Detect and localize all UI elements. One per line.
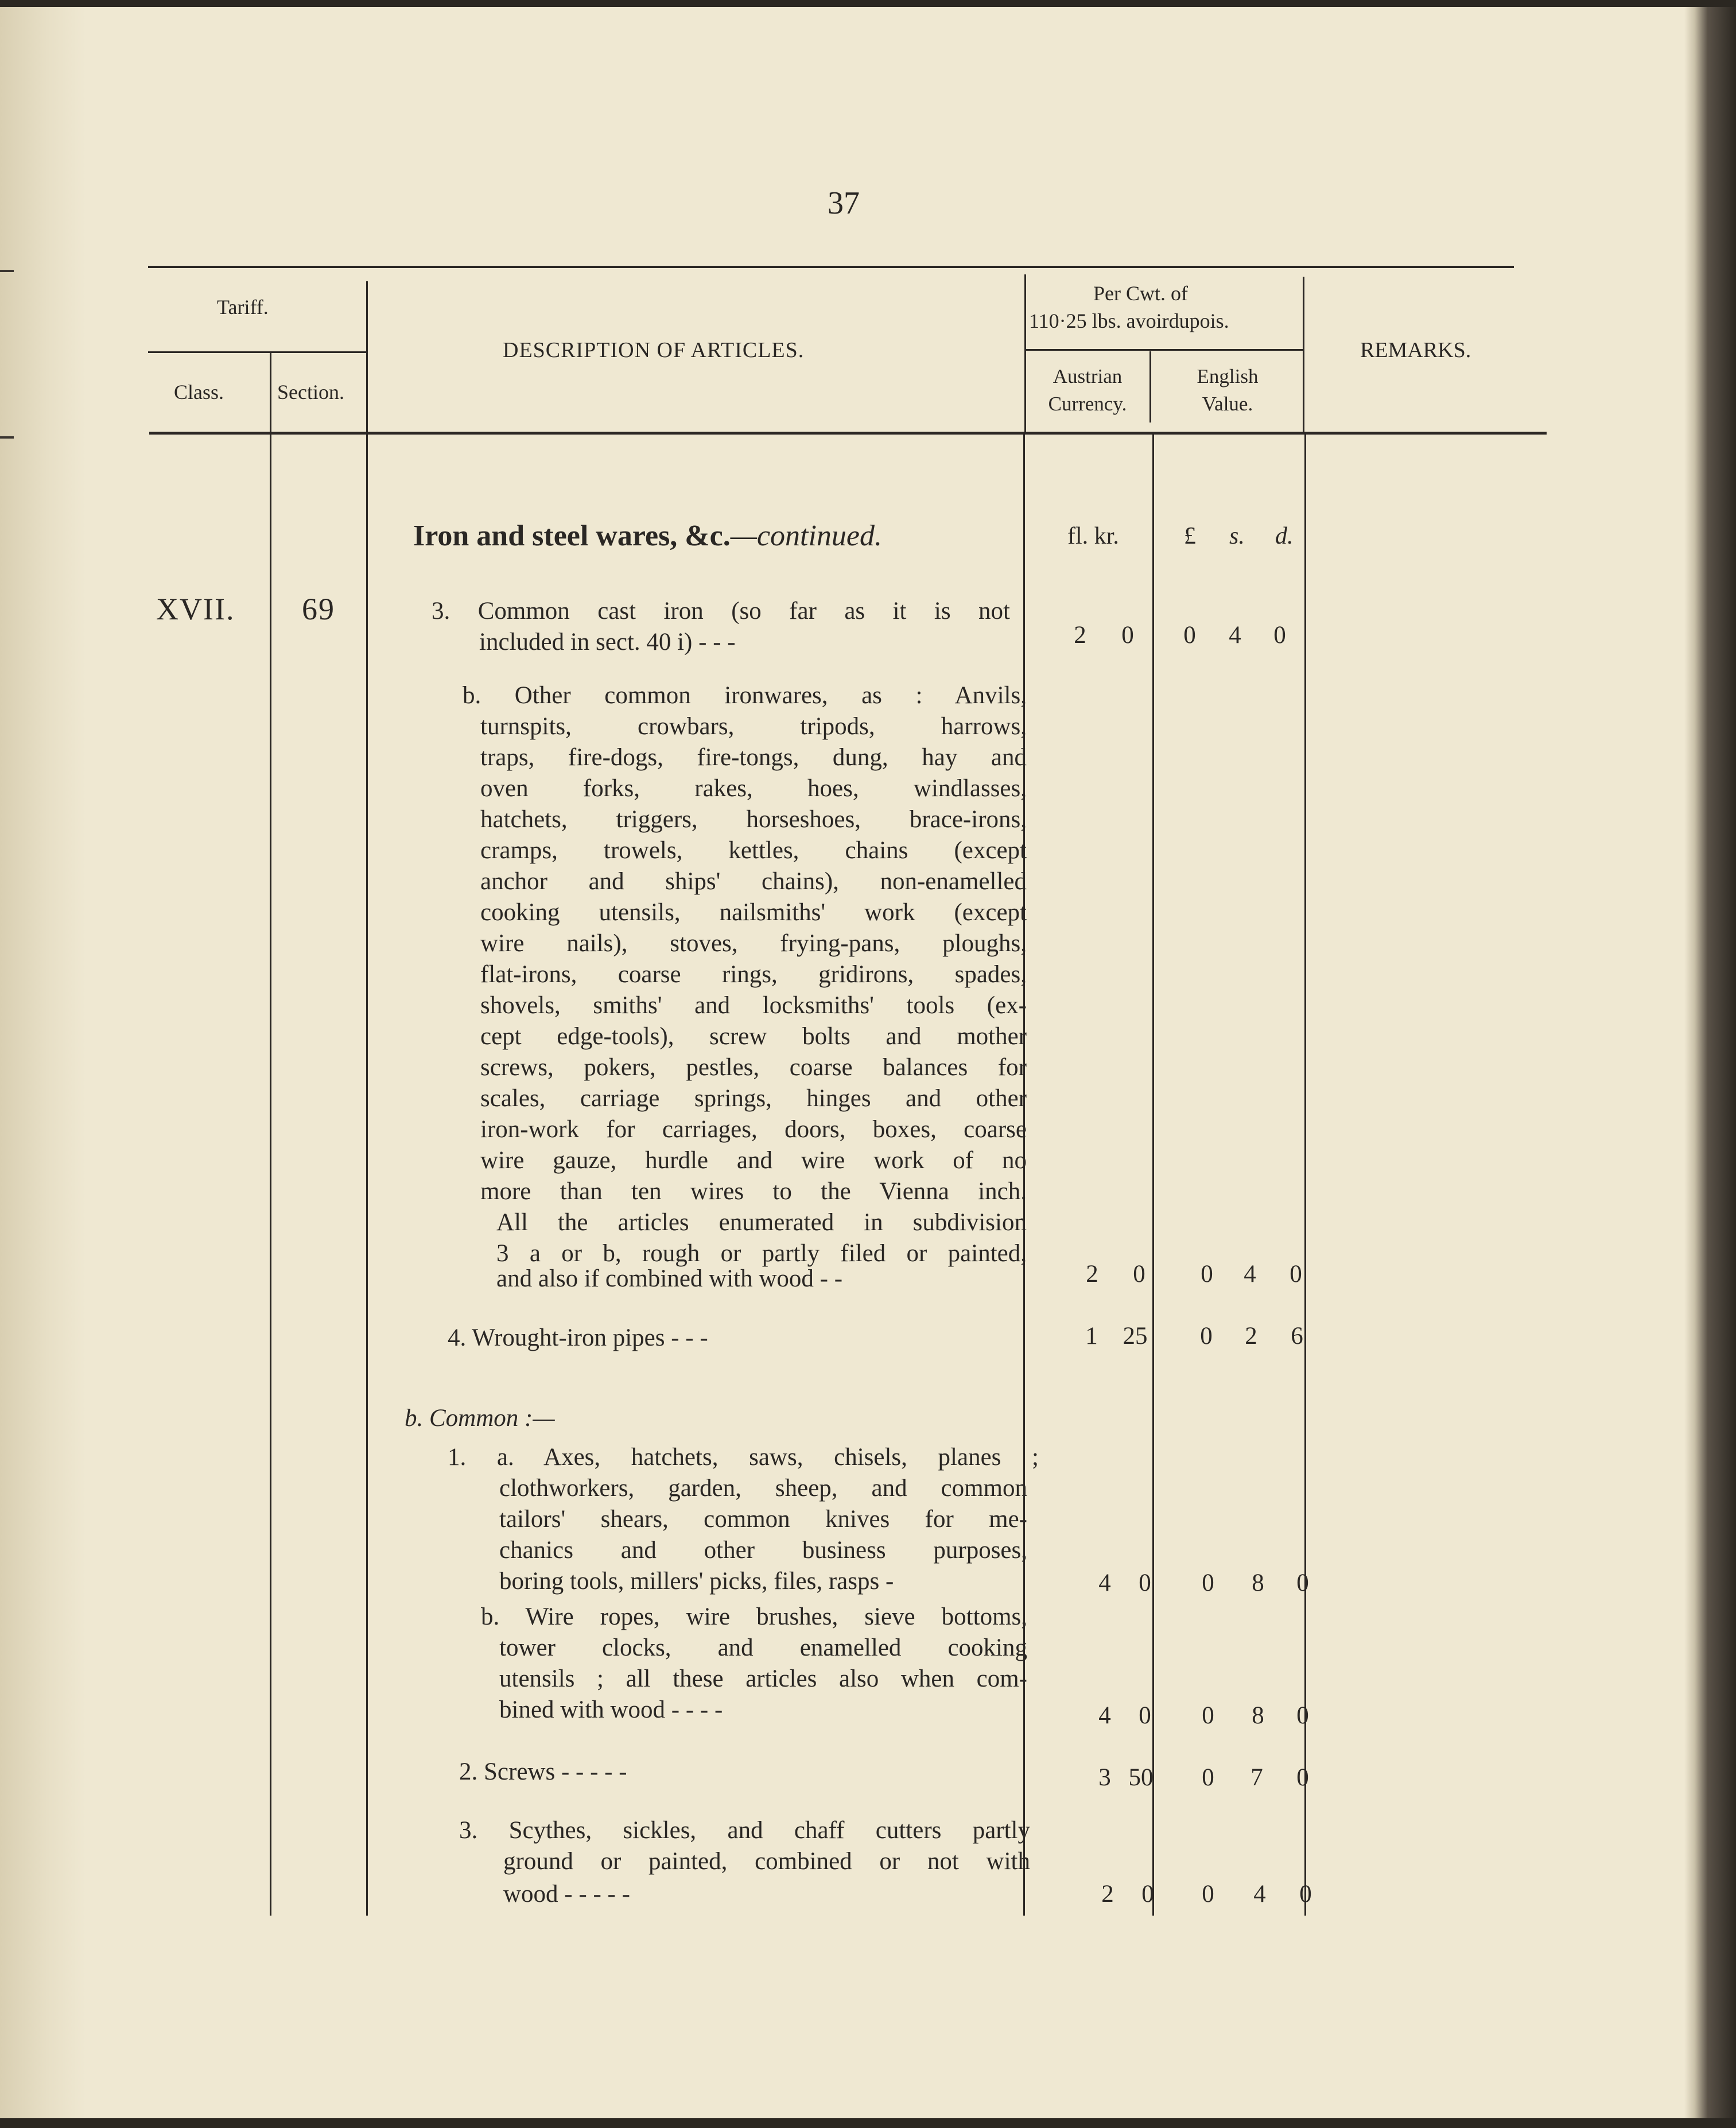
value-fl: 2 bbox=[1101, 1881, 1114, 1908]
item-c1a-line: clothworkers, garden, sheep, and common bbox=[499, 1475, 1027, 1502]
value-s: 2 bbox=[1245, 1323, 1257, 1350]
value-kr: 0 bbox=[1141, 1881, 1154, 1908]
header-section: Section. bbox=[277, 381, 344, 404]
item-c2-line: 2. Screws - - - - - bbox=[459, 1758, 627, 1785]
value-d: 0 bbox=[1296, 1569, 1309, 1596]
header-tariff: Tariff. bbox=[217, 296, 269, 319]
unit-s: s. bbox=[1229, 523, 1245, 549]
item-4-line: 4. Wrought-iron pipes - - - bbox=[448, 1324, 708, 1351]
value-pound: 0 bbox=[1202, 1702, 1214, 1729]
item-3b-line: screws, pokers, pestles, coarse balances for bbox=[480, 1054, 1027, 1081]
unit-pound: £ bbox=[1184, 523, 1196, 549]
header-class: Class. bbox=[174, 381, 224, 404]
unit-d: d. bbox=[1275, 523, 1294, 549]
item-3a-line2: included in sect. 40 i) - - - bbox=[479, 629, 736, 656]
value-s: 8 bbox=[1252, 1569, 1264, 1596]
gutter-mark bbox=[0, 436, 14, 439]
value-d: 0 bbox=[1290, 1261, 1302, 1288]
page-edge-bottom bbox=[0, 2118, 1736, 2128]
value-kr: 0 bbox=[1133, 1261, 1145, 1288]
item-c1a-line: chanics and other business purposes, bbox=[499, 1537, 1027, 1564]
item-c1b-line: b. Wire ropes, wire brushes, sieve bottoms, bbox=[481, 1603, 1027, 1630]
binding-gutter bbox=[0, 0, 86, 2118]
item-3b-line: turnspits, crowbars, tripods, harrows, bbox=[480, 713, 1027, 740]
header-top-rule bbox=[148, 266, 1514, 268]
class-section-divider bbox=[270, 351, 271, 432]
item-3b-line: flat-irons, coarse rings, gridirons, spades, bbox=[480, 961, 1027, 988]
value-pound: 0 bbox=[1202, 1881, 1214, 1908]
value-kr: 0 bbox=[1139, 1569, 1151, 1596]
item-3b-line: shovels, smiths' and locksmiths' tools (ex- bbox=[480, 992, 1027, 1019]
page-edge-right bbox=[1684, 0, 1736, 2128]
header-english-line2: Value. bbox=[1202, 393, 1253, 415]
value-fl: 4 bbox=[1098, 1702, 1111, 1729]
header-bottom-rule bbox=[149, 432, 1547, 435]
value-remarks-divider bbox=[1303, 277, 1304, 432]
value-d: 0 bbox=[1299, 1881, 1312, 1908]
item-3b-line: scales, carriage springs, hinges and other bbox=[480, 1085, 1027, 1112]
section-heading-title: Iron and steel wares, &c. bbox=[413, 520, 731, 552]
section-heading bbox=[413, 519, 882, 553]
value-pound: 0 bbox=[1201, 1261, 1213, 1288]
item-3b-line: iron-work for carriages, doors, boxes, coarse bbox=[480, 1116, 1027, 1143]
header-english-line1: English bbox=[1197, 365, 1259, 387]
value-fl: 2 bbox=[1086, 1261, 1098, 1288]
value-pound: 0 bbox=[1183, 622, 1196, 649]
value-pound: 0 bbox=[1200, 1323, 1213, 1350]
item-c1b-line: utensils ; all these articles also when com- bbox=[499, 1665, 1027, 1692]
value-pound: 0 bbox=[1202, 1764, 1214, 1791]
tariff-sub-rule bbox=[148, 351, 366, 353]
tariff-description-divider bbox=[366, 281, 368, 432]
item-c1b-line: bined with wood - - - - bbox=[499, 1696, 723, 1723]
item-3b-line: cept edge-tools), screw bolts and mother bbox=[480, 1023, 1027, 1050]
item-c1b-line: tower clocks, and enamelled cooking bbox=[499, 1634, 1027, 1661]
item-c3-line: ground or painted, combined or not with bbox=[503, 1848, 1030, 1875]
section-value: 69 bbox=[302, 592, 335, 626]
page-number: 37 bbox=[828, 185, 860, 221]
value-fl: 1 bbox=[1085, 1323, 1098, 1350]
header-english-value bbox=[1152, 363, 1303, 418]
class-value: XVII. bbox=[156, 592, 235, 626]
value-kr: 0 bbox=[1139, 1702, 1151, 1729]
value-d: 0 bbox=[1273, 622, 1286, 649]
item-3b-line: oven forks, rakes, hoes, windlasses, bbox=[480, 775, 1027, 802]
value-kr: 25 bbox=[1123, 1323, 1148, 1350]
item-c1a-line: boring tools, millers' picks, files, rasps - bbox=[499, 1568, 894, 1595]
class-section-body-divider bbox=[270, 435, 271, 1916]
common-heading: b. Common :— bbox=[405, 1405, 555, 1432]
item-3b-line: wire gauze, hurdle and wire work of no bbox=[480, 1147, 1027, 1174]
value-fl: 3 bbox=[1098, 1764, 1111, 1791]
item-3b-line: more than ten wires to the Vienna inch. bbox=[480, 1178, 1027, 1205]
english-remarks-body-divider bbox=[1304, 435, 1306, 1916]
value-kr: 50 bbox=[1128, 1764, 1154, 1791]
value-s: 8 bbox=[1252, 1702, 1264, 1729]
value-d: 0 bbox=[1296, 1702, 1309, 1729]
unit-fl: fl. bbox=[1067, 523, 1089, 549]
value-s: 4 bbox=[1253, 1881, 1266, 1908]
value-s: 4 bbox=[1229, 622, 1241, 649]
description-currency-divider bbox=[1024, 274, 1026, 432]
value-kr: 0 bbox=[1121, 622, 1134, 649]
header-remarks: REMARKS. bbox=[1360, 338, 1471, 362]
item-c3-line: wood - - - - - bbox=[503, 1881, 630, 1908]
value-fl: 4 bbox=[1098, 1569, 1111, 1596]
page-edge-top bbox=[0, 0, 1736, 7]
item-3b-line: and also if combined with wood - - bbox=[496, 1265, 843, 1292]
header-austrian-line2: Currency. bbox=[1048, 393, 1127, 415]
austrian-english-divider bbox=[1149, 351, 1151, 423]
item-3b-line: cramps, trowels, kettles, chains (except bbox=[480, 837, 1027, 864]
value-s: 7 bbox=[1250, 1764, 1263, 1791]
item-3b-line: All the articles enumerated in subdivision bbox=[496, 1209, 1027, 1236]
per-cwt-sub-rule bbox=[1024, 349, 1303, 351]
item-c3-line: 3. Scythes, sickles, and chaff cutters partly bbox=[459, 1817, 1030, 1844]
item-3b-line: b. Other common ironwares, as : Anvils, bbox=[463, 682, 1027, 709]
header-per-cwt-lbs: 110·25 lbs. avoirdupois. bbox=[1029, 309, 1229, 332]
section-description-body-divider bbox=[366, 435, 368, 1916]
unit-kr: kr. bbox=[1094, 523, 1119, 549]
item-3b-line: 3 a or b, rough or partly filed or painted, bbox=[496, 1240, 1027, 1267]
value-pound: 0 bbox=[1202, 1569, 1214, 1596]
header-austrian-currency bbox=[1027, 363, 1148, 418]
header-per-cwt: Per Cwt. of bbox=[1093, 282, 1188, 305]
item-c1a-line: 1. a. Axes, hatchets, saws, chisels, planes ; bbox=[448, 1444, 1039, 1471]
gutter-mark bbox=[0, 270, 14, 272]
value-s: 4 bbox=[1244, 1261, 1256, 1288]
unit-fl-kr bbox=[1067, 522, 1119, 550]
item-3b-line: traps, fire-dogs, fire-tongs, dung, hay and bbox=[480, 744, 1027, 771]
header-description: DESCRIPTION OF ARTICLES. bbox=[503, 338, 805, 362]
item-3b-line: wire nails), stoves, frying-pans, ploughs, bbox=[480, 930, 1027, 957]
item-3b-line: anchor and ships' chains), non-enamelled bbox=[480, 868, 1027, 895]
description-fl-body-divider bbox=[1023, 435, 1025, 1916]
item-3b-line: cooking utensils, nailsmiths' work (except bbox=[480, 899, 1027, 926]
item-3b-line: hatchets, triggers, horseshoes, brace-irons, bbox=[480, 806, 1027, 833]
austrian-english-body-divider bbox=[1152, 435, 1154, 1916]
item-c1a-line: tailors' shears, common knives for me- bbox=[499, 1506, 1027, 1533]
value-d: 6 bbox=[1291, 1323, 1303, 1350]
header-austrian-line1: Austrian bbox=[1053, 365, 1123, 387]
section-heading-continued: —continued. bbox=[730, 520, 882, 552]
value-d: 0 bbox=[1296, 1764, 1309, 1791]
item-3a-line1: 3. Common cast iron (so far as it is not bbox=[432, 598, 1010, 625]
value-fl: 2 bbox=[1074, 622, 1086, 649]
